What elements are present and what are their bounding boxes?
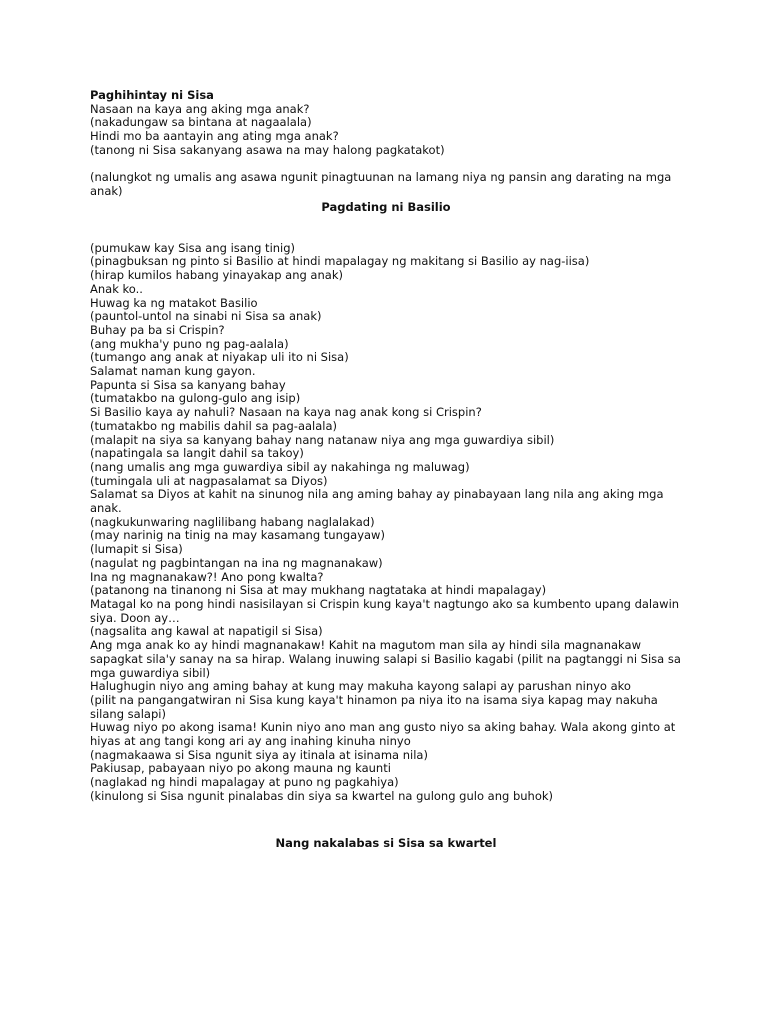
- text-line: (lumapit si Sisa): [90, 542, 183, 557]
- text-line: Papunta si Sisa sa kanyang bahay: [90, 377, 286, 392]
- text-line: Pakiusap, pabayaan niyo po akong mauna ng kaunti: [90, 761, 391, 776]
- text-line: (tumatakbo na gulong-gulo ang isip): [90, 391, 301, 406]
- text-line: (nagkukunwaring naglilibang habang naglalakad): [90, 514, 375, 529]
- text-line: (nang umalis ang mga guwardiya sibil ay nakahinga ng maluwag): [90, 459, 470, 474]
- text-line: Si Basilio kaya ay nahuli? Nasaan na kaya nag anak kong si Crispin?: [90, 405, 482, 420]
- text-line: (nakadungaw sa bintana at nagaalala): [90, 115, 312, 130]
- text-line: Buhay pa ba si Crispin?: [90, 322, 225, 337]
- text-line: (nagmakaawa si Sisa ngunit siya ay itinala at isinama nila): [90, 747, 428, 762]
- text-line: (tanong ni Sisa sakanyang asawa na may halong pagkatakot): [90, 142, 445, 157]
- text-line: (nagsalita ang kawal at napatigil si Sisa): [90, 624, 323, 639]
- text-line: (may narinig na tinig na may kasamang tungayaw): [90, 528, 385, 543]
- section-title-paghihintay: Paghihintay ni Sisa: [90, 88, 214, 102]
- text-line: (malapit na siya sa kanyang bahay nang natanaw niya ang mga guwardiya sibil): [90, 432, 555, 447]
- text-line: Huwag niyo po akong isama! Kunin niyo ano man ang gusto niyo sa aking bahay. Wala akong ginto at hiyas at ang tangi kong ari ay ang inahing kinuha ninyo: [90, 720, 676, 749]
- text-line: (nagulat ng pagbintangan na ina ng magnanakaw): [90, 555, 383, 570]
- text-line: (ang mukha'y puno ng pag-aalala): [90, 336, 289, 351]
- text-line: Ang mga anak ko ay hindi magnanakaw! Kahit na magutom man sila ay hindi sila magnanakaw sapagkat sila'y sanay na sa hirap. Walang inuwing salapi si Basilio kagabi (pilit na pagtanggi ni Sisa sa mga guwardiya sibil): [90, 638, 681, 680]
- text-line: (pilit na pangangatwiran ni Sisa kung kaya't hinamon pa niya ito na isama siya kapag may nakuha silang salapi): [90, 692, 658, 721]
- text-line: (tumatakbo ng mabilis dahil sa pag-aalala): [90, 418, 338, 433]
- text-line: Ina ng magnanakaw?! Ano pong kwalta?: [90, 569, 324, 584]
- blank-line: [90, 158, 682, 172]
- text-line: (pumukaw kay Sisa ang isang tinig): [90, 240, 296, 255]
- text-line: Salamat naman kung gayon.: [90, 364, 256, 379]
- section-title-nakalabas: Nang nakalabas si Sisa sa kwartel: [275, 835, 497, 850]
- text-line: Hindi mo ba aantayin ang ating mga anak?: [90, 129, 339, 144]
- text-line: Anak ko..: [90, 281, 143, 296]
- text-line: Huwag ka ng matakot Basilio: [90, 295, 258, 310]
- text-line: (tumingala uli at nagpasalamat sa Diyos): [90, 473, 328, 488]
- text-line: (patanong na tinanong ni Sisa at may mukhang nagtataka at hindi mapalagay): [90, 583, 547, 598]
- text-line: (kinulong si Sisa ngunit pinalabas din siya sa kwartel na gulong gulo ang buhok): [90, 788, 553, 803]
- text-line: Nasaan na kaya ang aking mga anak?: [90, 101, 310, 116]
- section-title-pagdating: Pagdating ni Basilio: [321, 199, 451, 214]
- text-line: (hirap kumilos habang yinayakap ang anak): [90, 268, 343, 283]
- text-line: Salamat sa Diyos at kahit na sinunog nila ang aming bahay ay pinabayaan lang nila ang aking mga anak.: [90, 487, 664, 516]
- text-line: (tumango ang anak at niyakap uli ito ni Sisa): [90, 350, 349, 365]
- text-line: Halughugin niyo ang aming bahay at kung may makuha kayong salapi ay parushan ninyo ako: [90, 679, 631, 694]
- text-line: (naglakad ng hindi mapalagay at puno ng pagkahiya): [90, 775, 399, 790]
- text-line: (nalungkot ng umalis ang asawa ngunit pinagtuunan na lamang niya ng pansin ang darating na mga anak): [90, 170, 672, 198]
- blank-line: [90, 214, 682, 241]
- blank-line: [90, 804, 682, 831]
- text-line: (napatingala sa langit dahil sa takoy): [90, 446, 304, 461]
- text-line: Matagal ko na pong hindi nasisilayan si Crispin kung kaya't nagtungo ako sa kumbento upang dalawin siya. Doon ay…: [90, 596, 680, 625]
- text-line: (pinagbuksan ng pinto si Basilio at hindi mapalagay ng makitang si Basilio ay nag-iisa): [90, 254, 590, 269]
- text-line: (pauntol-untol na sinabi ni Sisa sa anak): [90, 309, 322, 324]
- document-page: [90, 89, 682, 850]
